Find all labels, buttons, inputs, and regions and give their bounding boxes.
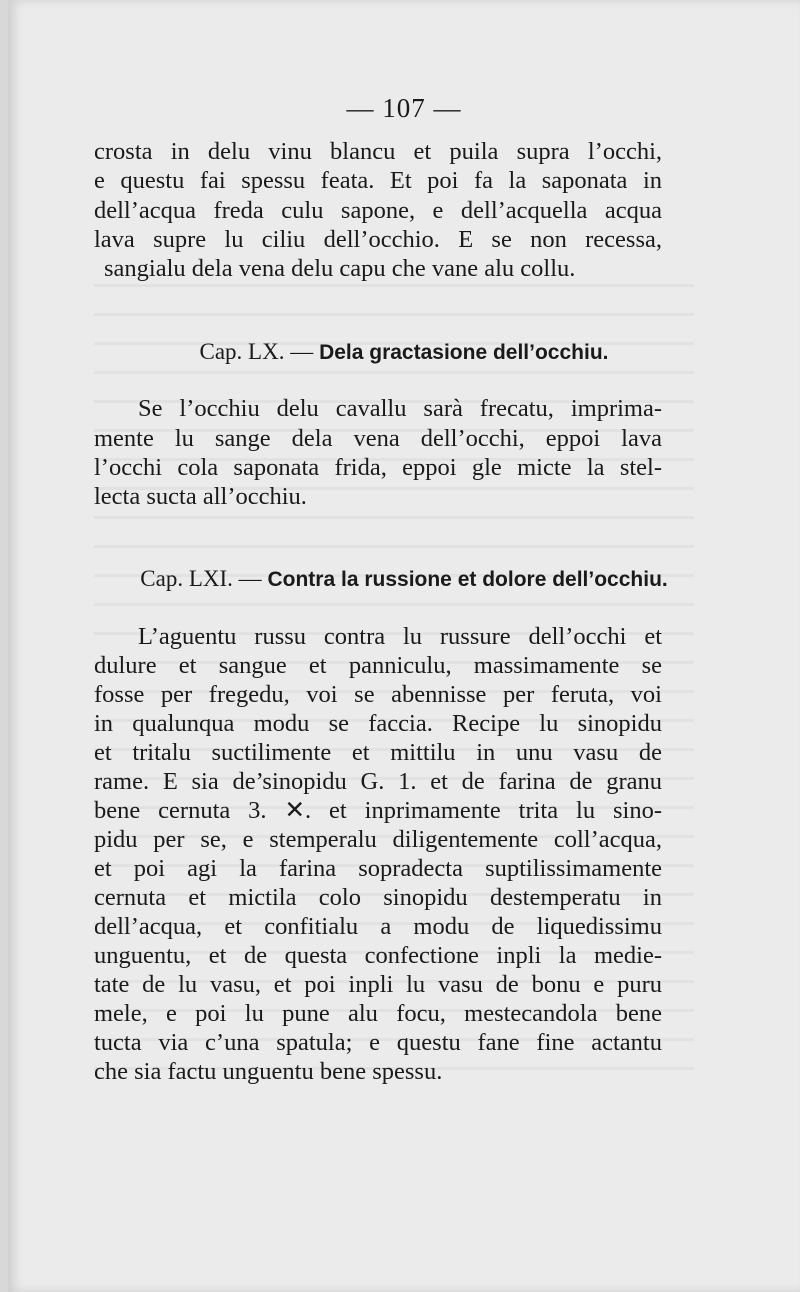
text-line: bene cernuta 3. ✕. et inprimamente trita lu sino-	[94, 797, 662, 824]
text-line: et poi agi la farina sopradecta suptilissimamente	[94, 855, 662, 882]
text-line: lava supre lu ciliu dell’occhio. E se non recessa,	[94, 226, 662, 253]
text-line: mente lu sange dela vena dell’occhi, eppoi lava	[94, 425, 662, 452]
chapter-number: Cap. LXI. —	[140, 566, 262, 591]
chapter-title: Contra la russione et dolore dell’occhiu.	[267, 568, 668, 591]
chapter-heading-lx	[8, 338, 800, 367]
text-line: unguentu, et de questa confectione inpli la medie-	[94, 942, 662, 969]
text-line: che sia factu unguentu bene spessu.	[94, 1058, 443, 1085]
text-line: rame. E sia de’sinopidu G. 1. et de farina de granu	[94, 768, 662, 795]
text-line: tucta via c’una spatula; e questu fane fine actantu	[94, 1029, 662, 1056]
text-line: Se l’occhiu delu cavallu sarà frecatu, imprima-	[138, 395, 662, 422]
text-line: mele, e poi lu pune alu focu, mestecandola bene	[94, 1000, 662, 1027]
book-page	[8, 0, 800, 1292]
page-number: — 107 —	[346, 93, 462, 123]
text-line: dell’acqua, et confitialu a modu de liquedissimu	[94, 913, 662, 940]
chapter-heading-lxi	[8, 565, 800, 594]
text-line: crosta in delu vinu blancu et puila supra l’occhi,	[94, 138, 662, 165]
text-line: fosse per fregedu, voi se abennisse per feruta, voi	[94, 681, 662, 708]
text-line: lecta sucta all’occhiu.	[94, 483, 307, 510]
text-line: cernuta et mictila colo sinopidu destemperatu in	[94, 884, 662, 911]
text-line: l’occhi cola saponata frida, eppoi gle micte la stel-	[94, 454, 662, 481]
text-line: L’aguentu russu contra lu russure dell’occhi et	[138, 623, 662, 650]
text-line: dulure et sangue et panniculu, massimamente se	[94, 652, 662, 679]
text-line: in qualunqua modu se faccia. Recipe lu sinopidu	[94, 710, 662, 737]
text-line: tate de lu vasu, et poi inpli lu vasu de bonu e puru	[94, 971, 662, 998]
text-line: sangialu dela vena delu capu che vane alu collu.	[104, 255, 576, 282]
text-line: pidu per se, e stemperalu diligentemente coll’acqua,	[94, 826, 662, 853]
chapter-number: Cap. LX. —	[199, 339, 314, 364]
text-line: e questu fai spessu feata. Et poi fa la saponata in	[94, 167, 662, 194]
text-line: dell’acqua freda culu sapone, e dell’acquella acqua	[94, 197, 662, 224]
chapter-title: Dela gractasione dell’occhiu.	[319, 341, 609, 364]
text-line: et tritalu suctilimente et mittilu in unu vasu de	[94, 739, 662, 766]
